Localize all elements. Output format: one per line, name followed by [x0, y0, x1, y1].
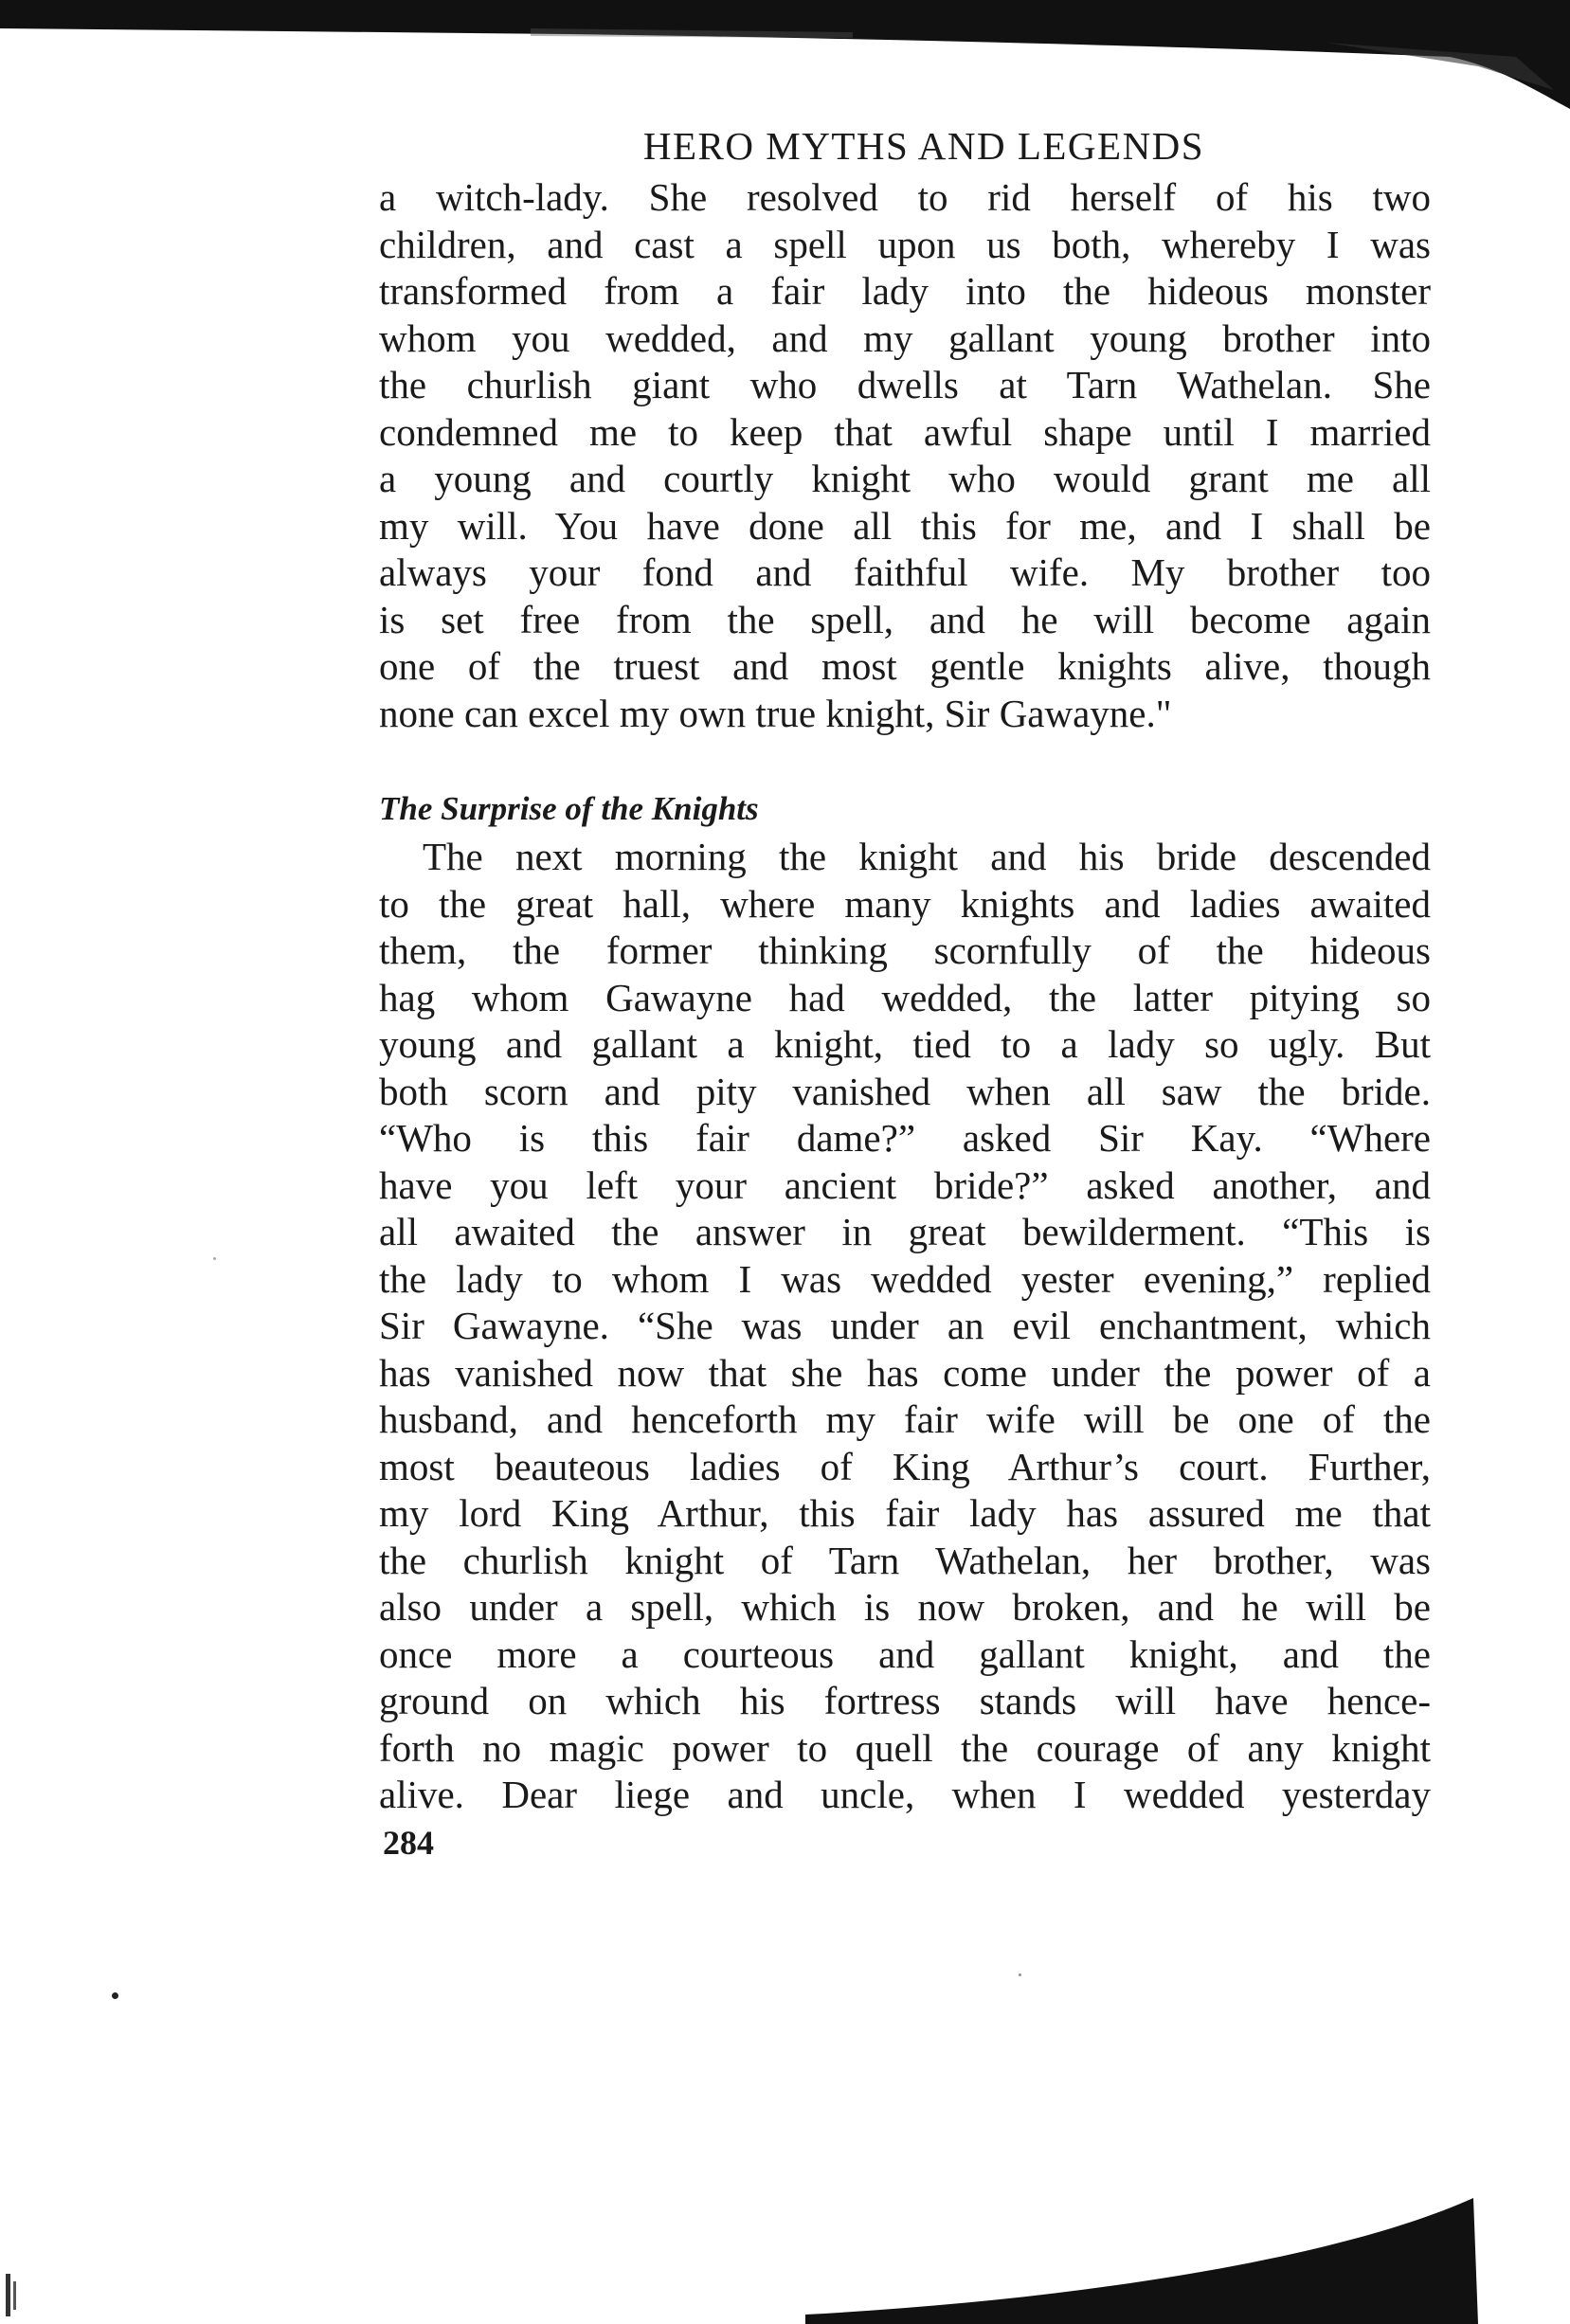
text-line: all awaited the answer in great bewilderment. “This is	[379, 1210, 1431, 1253]
text-line: Sir Gawayne. “She was under an evil enchantment, which	[379, 1304, 1431, 1347]
text-line: most beauteous ladies of King Arthur’s court. Further,	[379, 1444, 1431, 1488]
text-line: a witch-lady. She resolved to rid herself of his two	[379, 175, 1431, 219]
text-line: has vanished now that she has come under the power of a	[379, 1350, 1431, 1395]
text-line: once more a courteous and gallant knight, and the	[379, 1631, 1431, 1676]
section-heading: The Surprise of the Knights	[379, 790, 759, 827]
scan-edge-bottom	[0, 2160, 1570, 2324]
scan-speck	[112, 1992, 118, 1999]
paragraph-2	[379, 834, 1431, 1819]
text-line: the churlish knight of Tarn Wathelan, her brother, was	[379, 1538, 1431, 1582]
scan-speck	[213, 1257, 216, 1260]
text-line: is set free from the spell, and he will become again	[379, 597, 1431, 641]
text-line: forth no magic power to quell the courage of any knight	[379, 1725, 1431, 1770]
text-line: a young and courtly knight who would grant me all	[379, 457, 1431, 500]
text-line: the lady to whom I was wedded yester evening,” replied	[379, 1256, 1431, 1301]
text-line: The next morning the knight and his bride descended	[423, 835, 1431, 878]
text-line: to the great hall, where many knights and ladies awaited	[379, 881, 1431, 926]
text-line: always your fond and faithful wife. My brother too	[379, 550, 1431, 594]
text-line: one of the truest and most gentle knights alive, though	[379, 644, 1431, 688]
text-line: the churlish giant who dwells at Tarn Wathelan. She	[379, 363, 1431, 406]
scan-speck	[1019, 1973, 1021, 1976]
text-line: my lord King Arthur, this fair lady has assured me that	[379, 1491, 1431, 1535]
text-line: also under a spell, which is now broken, and he will be	[379, 1585, 1431, 1629]
text-line: husband, and henceforth my fair wife will be one of the	[379, 1397, 1431, 1441]
text-line: them, the former thinking scornfully of the hideous	[379, 928, 1431, 972]
text-line: condemned me to keep that awful shape until I married	[379, 409, 1431, 454]
text-line: none can excel my own true knight, Sir Gawayne."	[379, 691, 1172, 735]
text-line: children, and cast a spell upon us both, whereby I was	[379, 222, 1431, 266]
page-number: 284	[383, 1823, 434, 1862]
text-line: transformed from a fair lady into the hideous monster	[379, 269, 1431, 313]
text-line: young and gallant a knight, tied to a lady so ugly. But	[379, 1022, 1431, 1066]
text-line: alive. Dear liege and uncle, when I wedded yesterday	[379, 1773, 1431, 1816]
page-text-block	[379, 123, 1431, 1863]
scan-edge-top	[0, 0, 1570, 114]
paragraph-1	[379, 174, 1431, 737]
text-line: have you left your ancient bride?” asked another, and	[379, 1162, 1431, 1207]
text-line: my will. You have done all this for me, and I shall be	[379, 503, 1431, 548]
text-line: hag whom Gawayne had wedded, the latter pitying so	[379, 975, 1431, 1019]
text-line: both scorn and pity vanished when all saw the bride.	[379, 1069, 1431, 1113]
text-line: “Who is this fair dame?” asked Sir Kay. “Where	[379, 1116, 1431, 1160]
text-line: whom you wedded, and my gallant young brother into	[379, 315, 1431, 360]
text-line: ground on which his fortress stands will have hence-	[379, 1679, 1431, 1722]
running-head: HERO MYTHS AND LEGENDS	[642, 124, 1205, 168]
